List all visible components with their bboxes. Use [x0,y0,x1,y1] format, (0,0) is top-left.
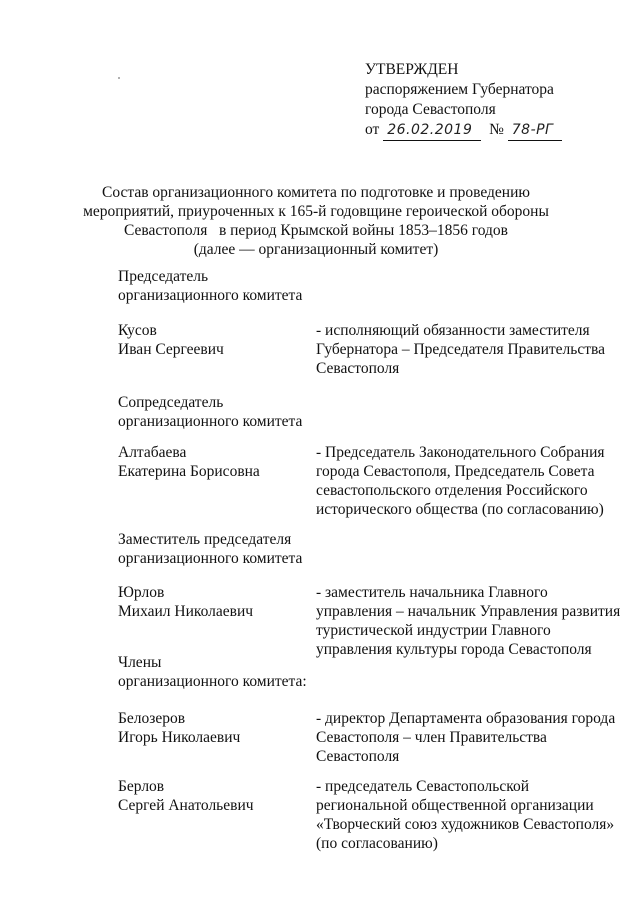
role-chairman [118,267,302,305]
desc-line: - директор Департамента образования города [316,710,616,727]
desc-line: севастопольского отделения Российского [316,482,588,499]
desc-line: «Творческий союз художников Севастополя» [316,816,615,833]
number-prefix: № [489,121,504,138]
approval-block [365,60,562,141]
member-name [118,777,254,815]
given-names: Михаил Николаевич [118,603,254,620]
title-line: Состав организационного комитета по подготовке и проведению [102,184,530,201]
approval-date: 26.02.2019 [387,122,473,138]
surname: Берлов [118,778,165,795]
given-names: Екатерина Борисовна [118,463,260,480]
approval-heading: УТВЕРЖДЕН [365,61,459,78]
given-names: Игорь Николаевич [118,729,241,746]
role-line: Заместитель председателя [118,531,292,548]
desc-line: Севастополя – член Правительства [316,729,547,746]
member-description [316,583,620,659]
member-description [316,321,605,378]
surname: Кусов [118,322,157,339]
number-field [508,120,562,141]
desc-line: Губернатора – Председателя Правительства [316,341,605,358]
role-line: организационного комитета [118,413,303,430]
role-line: Сопредседатель [118,394,224,411]
desc-line: - председатель Севастопольской [316,778,529,795]
role-cochairman [118,393,302,431]
role-deputy-chairman [118,530,302,568]
surname: Юрлов [118,584,165,601]
desc-line: региональной общественной организации [316,797,594,814]
date-prefix: от [365,121,380,138]
role-line: Председатель [118,268,209,285]
desc-line: - заместитель начальника Главного [316,584,548,601]
desc-line: города Севастополя, Председатель Совета [316,463,595,480]
title-line: (далее — организационный комитет) [193,241,439,258]
given-names: Сергей Анатольевич [118,797,254,814]
surname: Алтабаева [118,444,187,461]
title-line: Севастополя в период Крымской войны 1853–1856 годов [124,222,508,239]
desc-line: Севастополя [316,360,400,377]
scan-speck [118,77,120,79]
approval-line-1: распоряжением Губернатора [365,81,554,98]
approval-date-row [365,120,562,141]
member-description [316,443,605,519]
date-field [383,120,481,141]
desc-line: - Председатель Законодательного Собрания [316,444,605,461]
role-line: Члены [118,654,162,671]
role-members [118,653,307,691]
approval-line-2: города Севастополя [365,101,496,118]
role-line: организационного комитета [118,287,303,304]
desc-line: туристической индустрии Главного [316,622,551,639]
role-line: организационного комитета [118,550,303,567]
desc-line: исторического общества (по согласованию) [316,501,604,518]
desc-line: Севастополя [316,748,400,765]
member-description [316,709,615,766]
member-name [118,583,253,621]
desc-line: (по согласованию) [316,835,438,852]
surname: Белозеров [118,710,186,727]
given-names: Иван Сергеевич [118,341,224,358]
document-title [0,183,632,259]
approval-number: 78-РГ [511,122,554,138]
title-line: мероприятий, приуроченных к 165-й годовщине героической обороны [83,203,549,220]
desc-line: управления – начальник Управления развития [316,603,621,620]
desc-line: - исполняющий обязанности заместителя [316,322,590,339]
member-name [118,443,260,481]
member-description [316,777,614,853]
desc-line: управления культуры города Севастополя [316,641,592,658]
role-line: организационного комитета: [118,673,307,690]
member-name [118,709,240,747]
member-name [118,321,224,359]
